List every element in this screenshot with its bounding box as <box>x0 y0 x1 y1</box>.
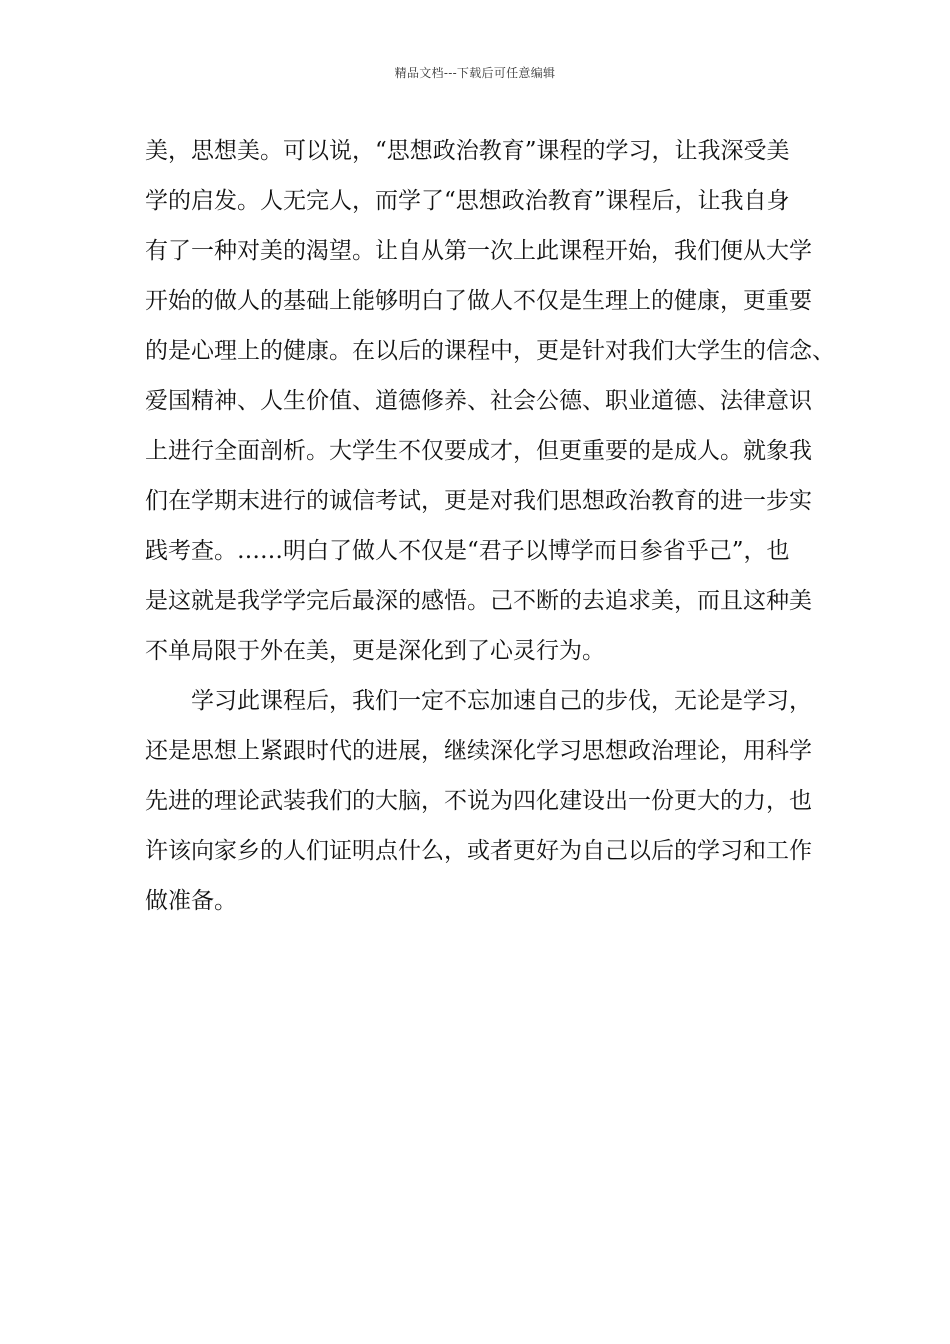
paragraph-2 <box>145 676 817 926</box>
paragraph-1 <box>145 126 835 676</box>
text-line: 是这就是我学学完后最深的感悟。己不断的去追求美，而且这种美 <box>145 588 812 614</box>
text-line: 的是心理上的健康。在以后的课程中，更是针对我们大学生的信念、 <box>145 338 835 364</box>
text-line: 爱国精神、人生价值、道德修养、社会公德、职业道德、法律意识 <box>145 388 812 414</box>
text-line: 做准备。 <box>145 888 237 914</box>
text-line: 上进行全面剖析。大学生不仅要成才，但更重要的是成人。就象我 <box>145 438 812 464</box>
text-line: 不单局限于外在美，更是深化到了心灵行为。 <box>145 638 605 664</box>
text-line: 践考查。……明白了做人不仅是“君子以博学而日参省乎己”，也 <box>145 538 790 564</box>
body-text <box>145 126 835 926</box>
text-line: 们在学期末进行的诚信考试，更是对我们思想政治教育的进一步实 <box>145 488 812 514</box>
text-line: 有了一种对美的渴望。让自从第一次上此课程开始，我们便从大学 <box>145 238 812 264</box>
page-header: 精品文档---下载后可任意编辑 <box>394 66 556 80</box>
text-line: 学的启发。人无完人，而学了“思想政治教育”课程后，让我自身 <box>145 188 790 214</box>
text-line: 许该向家乡的人们证明点什么，或者更好为自己以后的学习和工作 <box>145 838 812 864</box>
text-line: 学习此课程后，我们一定不忘加速自己的步伐，无论是学习， <box>191 688 812 714</box>
text-line: 开始的做人的基础上能够明白了做人不仅是生理上的健康，更重要 <box>145 288 812 314</box>
text-line: 还是思想上紧跟时代的进展，继续深化学习思想政治理论，用科学 <box>145 738 812 764</box>
text-line: 美，思想美。可以说，“思想政治教育”课程的学习，让我深受美 <box>145 138 790 164</box>
text-line: 先进的理论武装我们的大脑，不说为四化建设出一份更大的力，也 <box>145 788 812 814</box>
